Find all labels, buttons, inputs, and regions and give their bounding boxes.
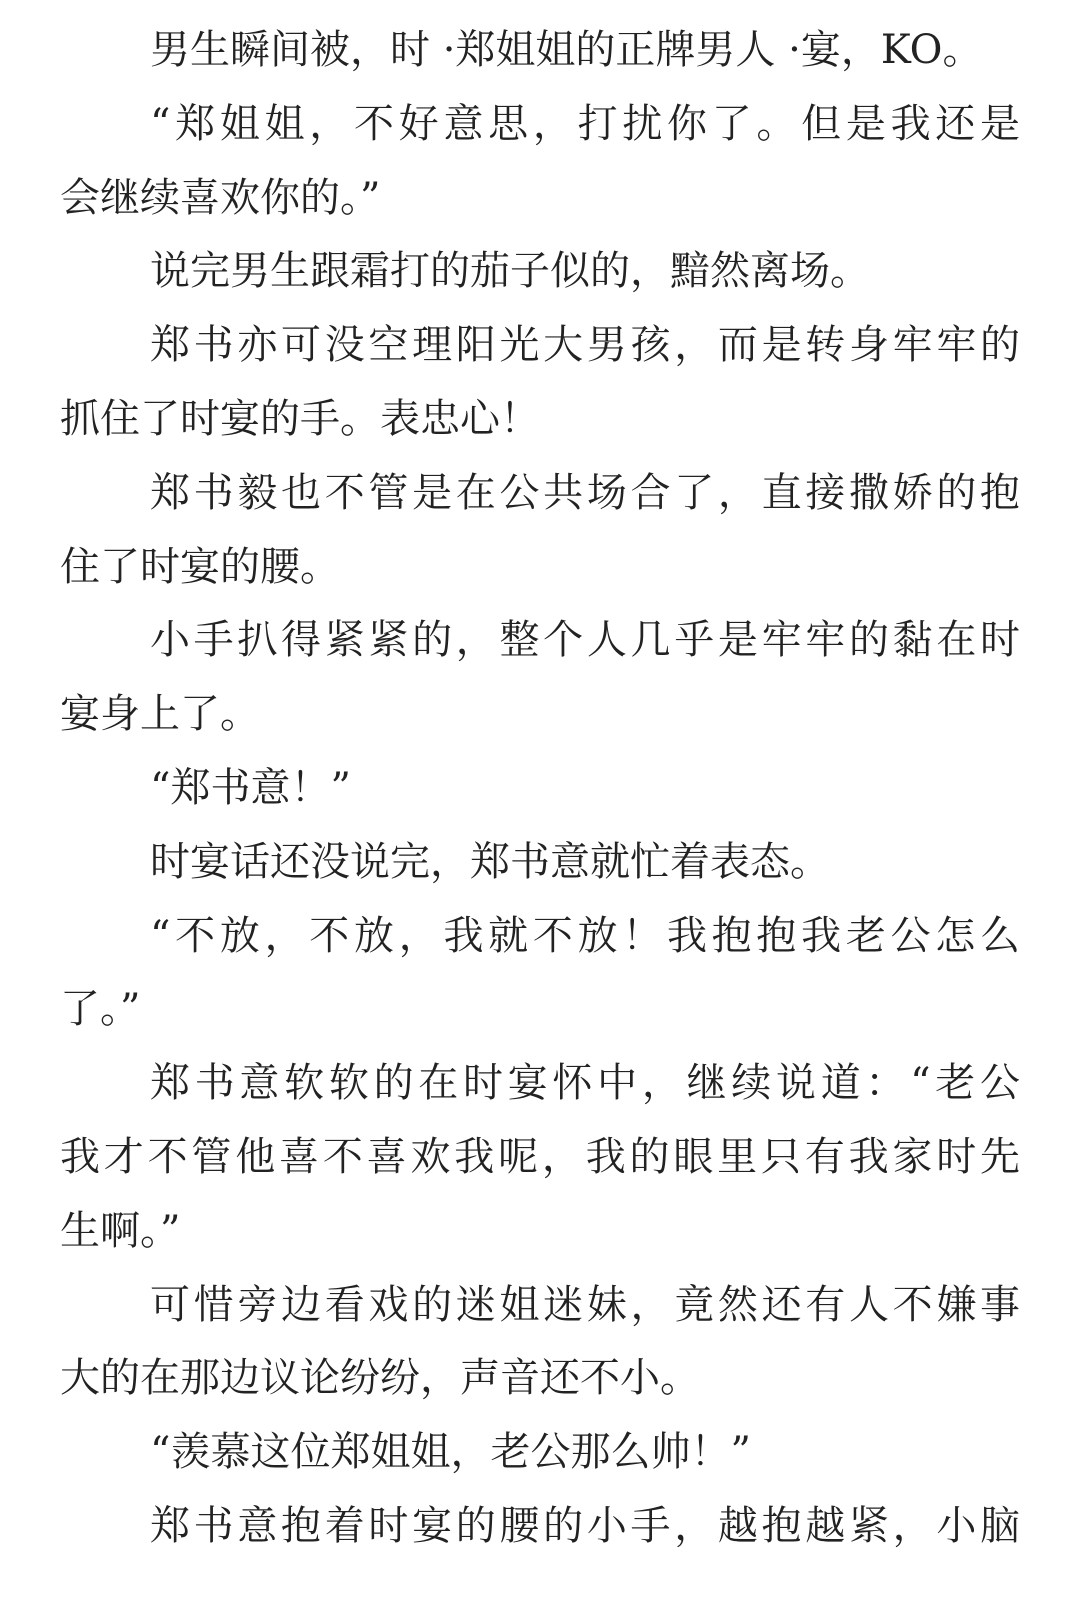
text-line: “郑书意！” bbox=[150, 764, 351, 811]
text-line: 郑书意抱着时宴的腰的小手，越抱越紧，小脑 bbox=[150, 1502, 1020, 1549]
text-line: “郑姐姐，不好意思，打扰你了。但是我还是 bbox=[150, 100, 1020, 147]
text-line: 可惜旁边看戏的迷姐迷妹，竟然还有人不嫌事 bbox=[150, 1281, 1020, 1328]
text-line: “羡慕这位郑姐姐，老公那么帅！” bbox=[150, 1429, 751, 1476]
text-line: 抓住了时宴的手。表忠心！ bbox=[60, 395, 540, 442]
text-line: 我才不管他喜不喜欢我呢，我的眼里只有我家时先 bbox=[60, 1133, 1020, 1180]
text-line: 郑书亦可没空理阳光大男孩，而是转身牢牢的 bbox=[150, 322, 1020, 369]
text-line: 会继续喜欢你的。” bbox=[60, 174, 381, 221]
text-line: 大的在那边议论纷纷，声音还不小。 bbox=[60, 1355, 700, 1402]
text-line: 郑书意软软的在时宴怀中，继续说道：“老公 bbox=[150, 1060, 1020, 1107]
text-line: 说完男生跟霜打的茄子似的，黯然离场。 bbox=[150, 248, 870, 295]
text-line: “不放，不放，我就不放！我抱抱我老公怎么 bbox=[150, 912, 1020, 959]
text-line: 时宴话还没说完，郑书意就忙着表态。 bbox=[150, 838, 830, 885]
text-line: 宴身上了。 bbox=[60, 691, 260, 738]
reading-page bbox=[60, 14, 1020, 1564]
text-line: 男生瞬间被，时 ·郑姐姐的正牌男人 ·宴，KO。 bbox=[150, 27, 983, 73]
text-line: 小手扒得紧紧的，整个人几乎是牢牢的黏在时 bbox=[150, 617, 1020, 664]
text-line: 生啊。” bbox=[60, 1207, 181, 1254]
text-line: 住了时宴的腰。 bbox=[60, 543, 340, 590]
text-line: 了。” bbox=[60, 986, 141, 1033]
text-line: 郑书毅也不管是在公共场合了，直接撒娇的抱 bbox=[150, 469, 1020, 516]
